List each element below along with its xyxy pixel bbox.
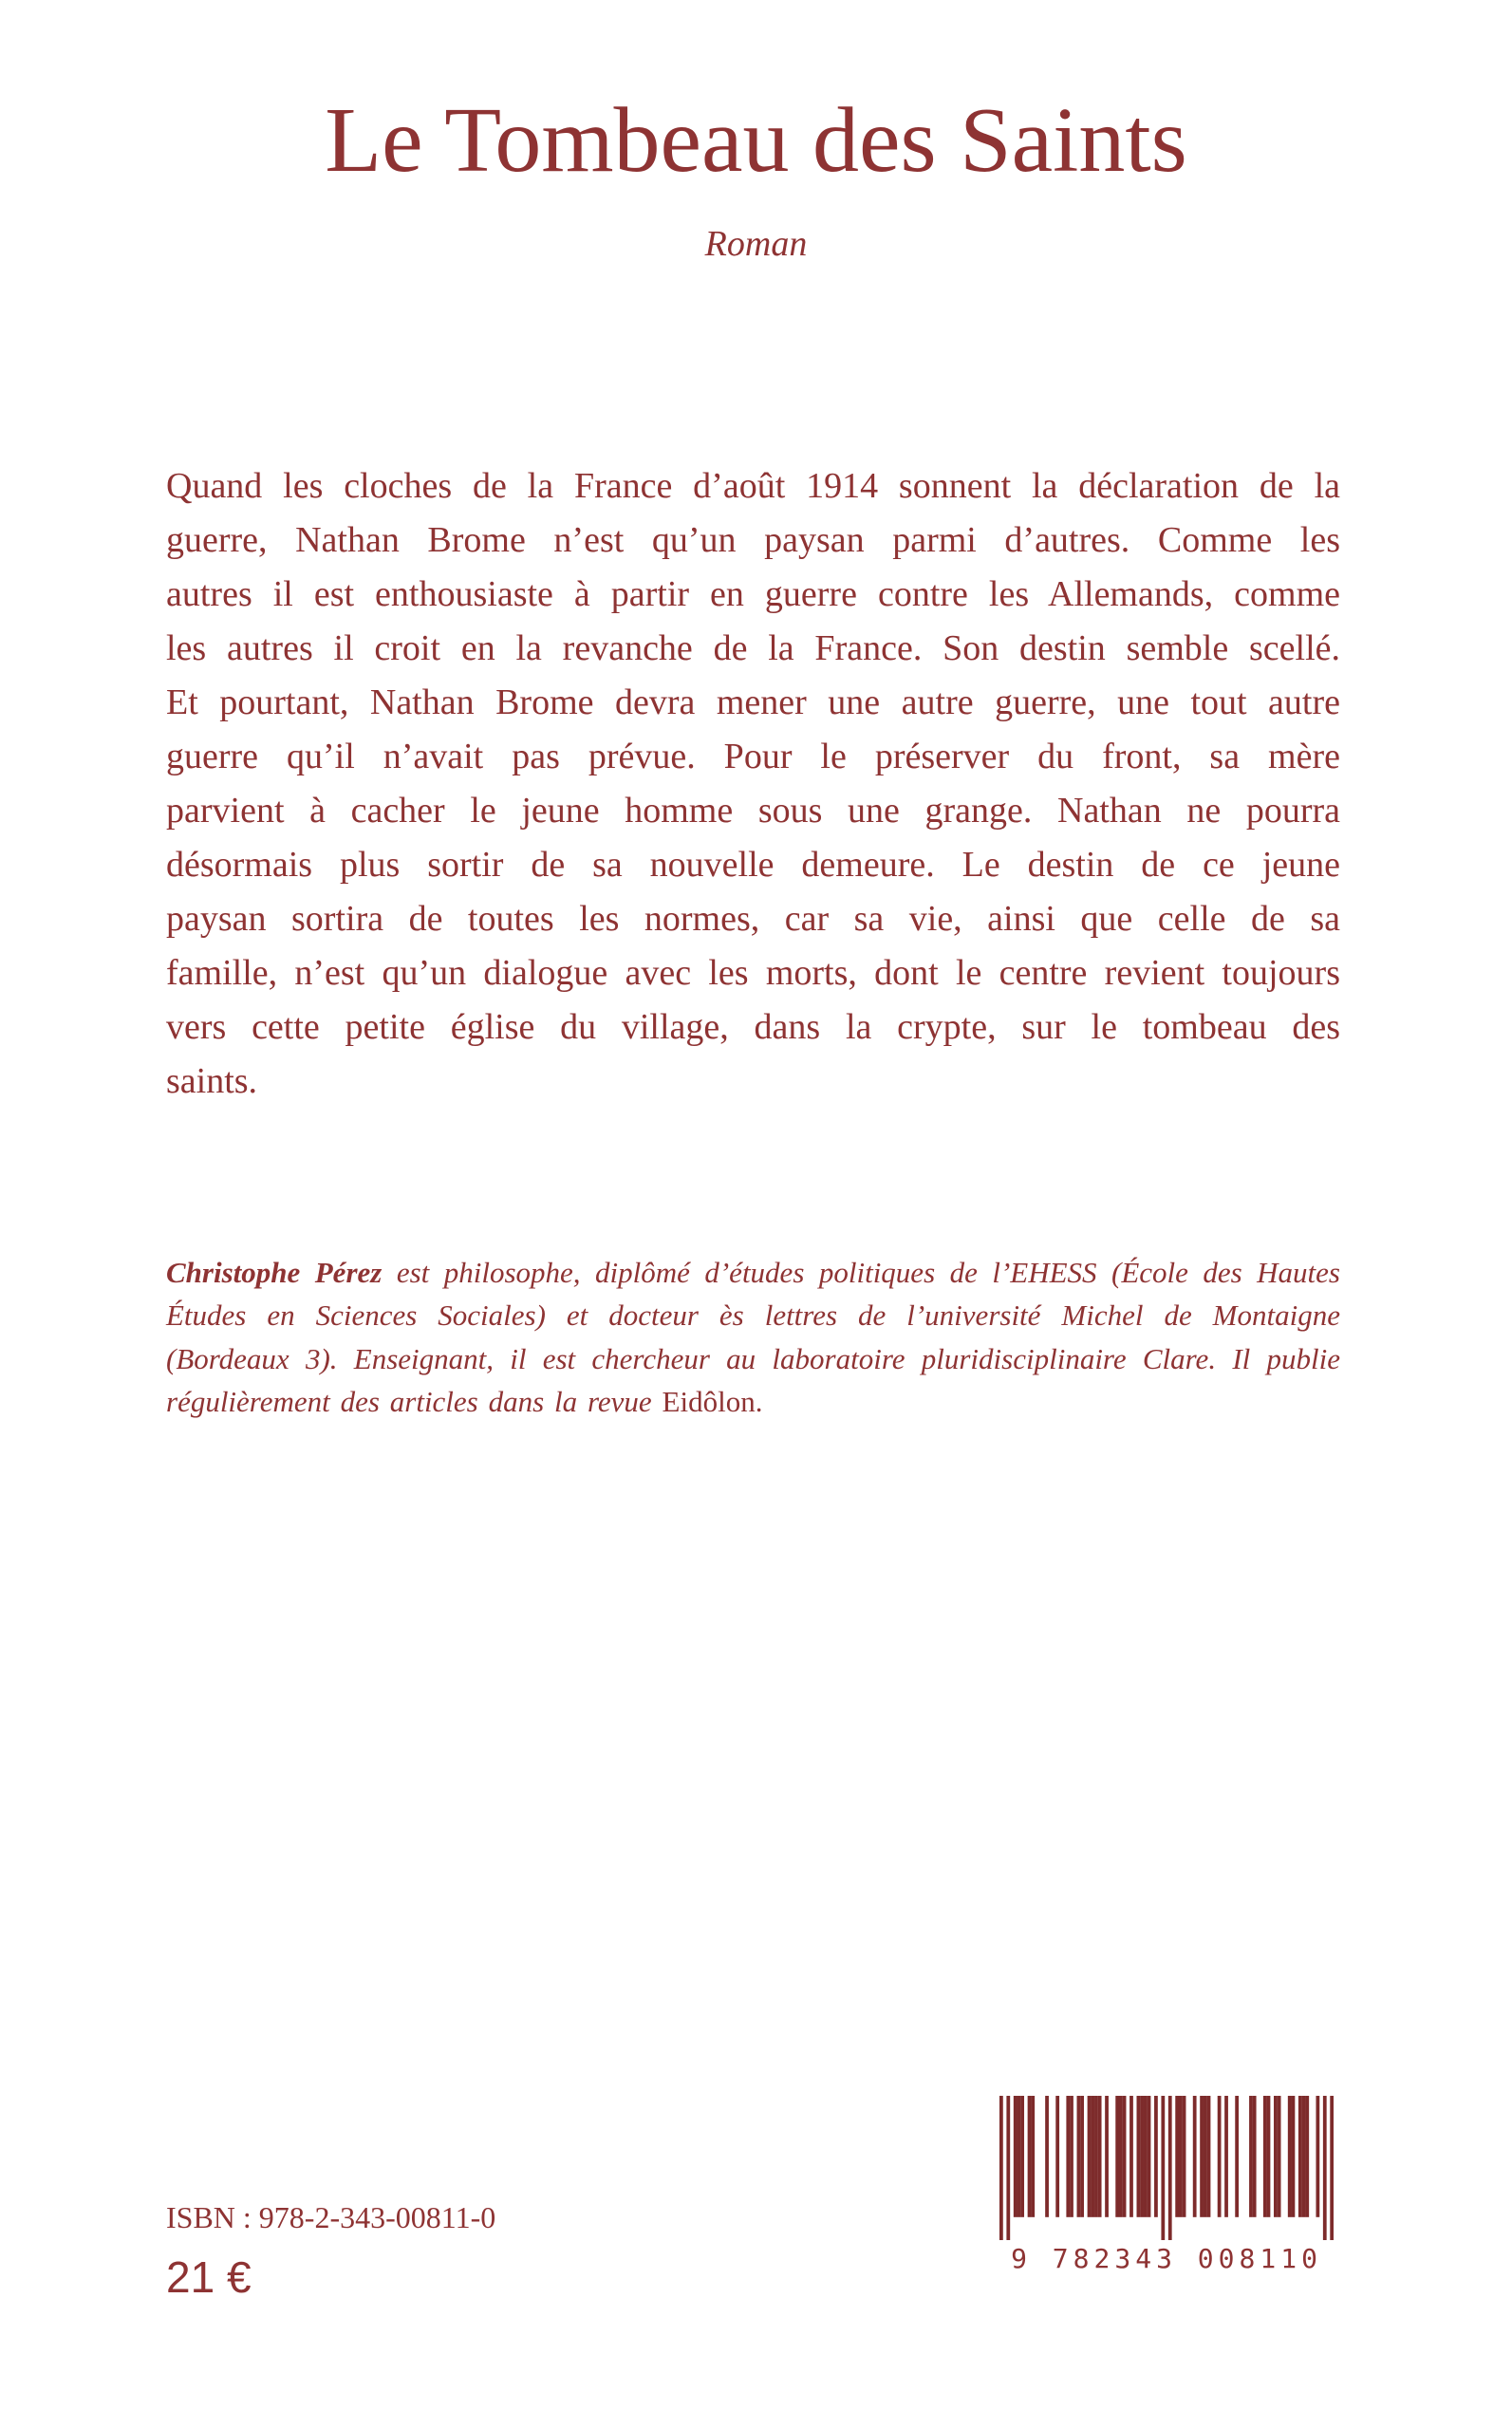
synopsis-text: Quand les cloches de la France d’août 1914 sonnent la déclaration de la guerre, Nathan Brome n’est qu’un paysan parmi d’autres. Comme les autres il est enthousiaste à partir en guerre contre les Allemands, comme les autres il croit en la revanche de la France. Son destin semble scellé. Et pourtant, Nathan Brome devra mener une autre guerre, une tout autre guerre qu’il n’avait pas prévue. Pour le préserver du front, sa mère parvient à cacher le jeune homme sous une grange. Nathan ne pourra désormais plus sortir de sa nouvelle demeure. Le destin de ce jeune paysan sortira de toutes les normes, car sa vie, ainsi que celle de sa famille, n’est qu’un dialogue avec les morts, dont le centre revient toujours vers cette petite église du village, dans la crypte, sur le tombeau des saints. (166, 465, 1340, 1101)
barcode-number: 9 782343 008110 (1011, 2243, 1322, 2274)
barcode (999, 2096, 1334, 2274)
price-label: 21 € (166, 2252, 252, 2302)
isbn-label: ISBN : 978-2-343-00811-0 (166, 2200, 496, 2234)
author-bio-text: est philosophe, diplômé d’études politiques de l’EHESS (École des Hautes Études en Sciences Sociales) et docteur ès lettres de l’université Michel de Montaigne (Bordeaux 3). Enseignant, il est chercheur au laboratoire pluridisciplinaire Clare. Il publie régulièrement des articles dans la revue (166, 1255, 1340, 1419)
book-subtitle: Roman (704, 223, 808, 264)
journal-name: Eidôlon. (662, 1385, 763, 1419)
book-title: Le Tombeau des Saints (325, 89, 1187, 192)
barcode-bars (999, 2096, 1334, 2240)
author-bio (166, 1251, 1340, 1424)
author-name: Christophe Pérez (166, 1255, 383, 1289)
